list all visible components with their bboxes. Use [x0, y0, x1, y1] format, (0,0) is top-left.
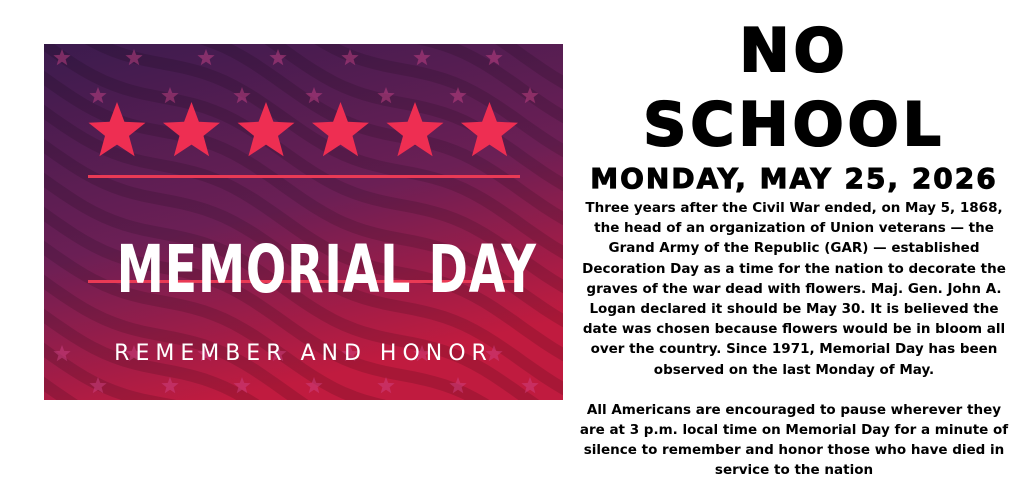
banner-subtitle: REMEMBER AND HONOR [114, 341, 493, 366]
history-paragraph: Three years after the Civil War ended, on May 5, 1868, the head of an organization of Union veterans — the Grand Army of the Republic (GAR) — established Decoration Day as a time for the nation to decorate the graves of the war dead with flowers. Maj. Gen. John A. Logan declared it should be May 30. It is believed the date was chosen because flowers would be in bloom all over the country. Since 1971, Memorial Day has been observed on the last Monday of May. [582, 200, 1006, 378]
notice-panel [578, 14, 1010, 481]
moment-of-silence-paragraph: All Americans are encouraged to pause wherever they are at 3 p.m. local time on Memorial Day for a minute of silence to remember and honor those who have died in service to the nation [579, 401, 1009, 479]
banner-title: MEMORIAL DAY [116, 231, 537, 308]
date-heading: MONDAY, MAY 25, 2026 [590, 162, 998, 195]
top-stripe [88, 175, 520, 178]
page-title: NO SCHOOL [643, 16, 945, 160]
memorial-day-banner [44, 44, 563, 400]
